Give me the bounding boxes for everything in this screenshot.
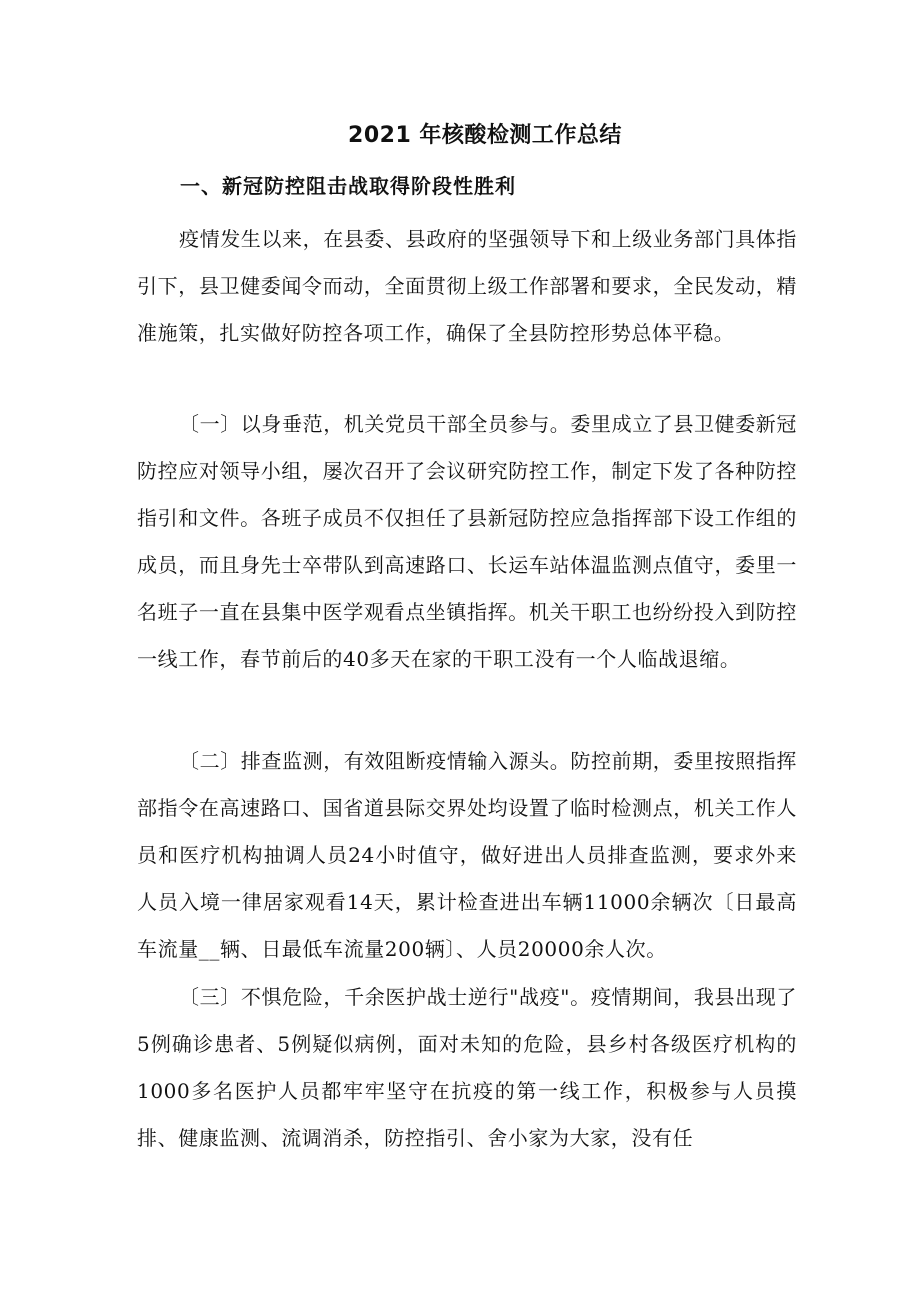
section-heading: 一、新冠防控阻击战取得阶段性胜利: [180, 174, 516, 198]
paragraph-item-1: 〔一〕以身垂范，机关党员干部全员参与。委里成立了县卫健委新冠防控应对领导小组，屡次召开了会议研究防控工作，制定下发了各种防控指引和文件。各班子成员不仅担任了县新冠防控应急指挥部下设工作组的成员，而且身先士卒带队到高速路口、长运车站体温监测点值守，委里一名班子一直在县集中医学观看点坐镇指挥。机关干职工也纷纷投入到防控一线工作，春节前后的40多天在家的干职工没有一个人临战退缩。: [137, 412, 797, 671]
paragraph-item-2: 〔二〕排查监测，有效阻断疫情输入源头。防控前期，委里按照指挥部指令在高速路口、国省道县际交界处均设置了临时检测点，机关工作人员和医疗机构抽调人员24小时值守，做好进出人员排查监测，要求外来人员入境一律居家观看14天，累计检查进出车辆11000余辆次〔日最高车流量__辆、日最低车流量200辆〕、人员20000余人次。: [137, 749, 797, 961]
document-title: 2021 年核酸检测工作总结: [348, 123, 622, 148]
paragraph-item-3: 〔三〕不惧危险，千余医护战士逆行"战疫"。疫情期间，我县出现了5例确诊患者、5例疑似病例，面对未知的危险，县乡村各级医疗机构的1000多名医护人员都牢牢坚守在抗疫的第一线工作，积极参与人员摸排、健康监测、流调消杀，防控指引、舍小家为大家，没有任: [137, 985, 797, 1150]
paragraph-intro: 疫情发生以来，在县委、县政府的坚强领导下和上级业务部门具体指引下，县卫健委闻令而动，全面贯彻上级工作部署和要求，全民发动，精准施策，扎实做好防控各项工作，确保了全县防控形势总体平稳。: [137, 227, 797, 345]
